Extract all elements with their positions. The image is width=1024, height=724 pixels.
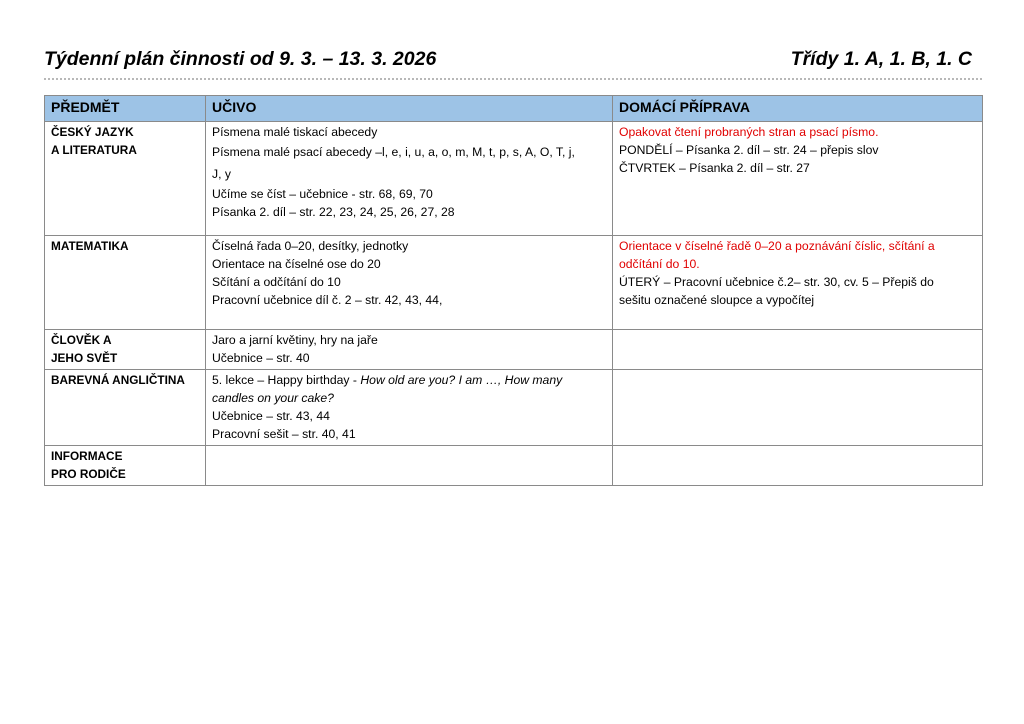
subject-cell-english: BAREVNÁ ANGLIČTINA bbox=[45, 370, 206, 446]
table-row-czech bbox=[45, 122, 983, 236]
curriculum-cell-czech: Písmena malé tiskací abecedy Písmena malé psací abecedy –l, e, i, u, a, o, m, M, t, p, s, A, O, T, j, J, y Učíme se číst – učebnice - str. 68, 69, 70 Písanka 2. díl – str. 22, 23, 24, 25, 26, 27, 28 bbox=[206, 122, 613, 236]
homework-cell-parents-info bbox=[613, 446, 983, 486]
homework-cell-english bbox=[613, 370, 983, 446]
column-header-homework: DOMÁCÍ PŘÍPRAVA bbox=[613, 96, 983, 122]
weekly-plan-table bbox=[44, 95, 983, 486]
column-header-curriculum: UČIVO bbox=[206, 96, 613, 122]
table-header-row bbox=[45, 96, 983, 122]
homework-cell-world bbox=[613, 330, 983, 370]
subject-cell-world: ČLOVĚK A JEHO SVĚT bbox=[45, 330, 206, 370]
classes-label: Třídy 1. A, 1. B, 1. C bbox=[790, 48, 972, 70]
table-row-english bbox=[45, 370, 983, 446]
curriculum-cell-parents-info bbox=[206, 446, 613, 486]
page-header bbox=[44, 44, 982, 80]
homework-cell-math: Orientace v číselné řadě 0–20 a poznávání číslic, sčítání a odčítání do 10. ÚTERÝ – Pracovní učebnice č.2– str. 30, cv. 5 – Přepiš do sešitu označené sloupce a vypočítej bbox=[613, 236, 983, 330]
column-header-subject: PŘEDMĚT bbox=[45, 96, 206, 122]
table-row-world bbox=[45, 330, 983, 370]
page-title: Týdenní plán činnosti od 9. 3. – 13. 3. 2026 bbox=[44, 48, 437, 70]
subject-cell-czech: ČESKÝ JAZYK A LITERATURA bbox=[45, 122, 206, 236]
curriculum-cell-english: 5. lekce – Happy birthday - How old are you? I am …, How many candles on your cake? Učebnice – str. 43, 44 Pracovní sešit – str. 40, 41 bbox=[206, 370, 613, 446]
homework-cell-czech: Opakovat čtení probraných stran a psací písmo. PONDĚLÍ – Písanka 2. díl – str. 24 – přepis slov ČTVRTEK – Písanka 2. díl – str. 27 bbox=[613, 122, 983, 236]
subject-cell-math: MATEMATIKA bbox=[45, 236, 206, 330]
table-row-math bbox=[45, 236, 983, 330]
table-row-parents-info bbox=[45, 446, 983, 486]
subject-cell-parents-info: INFORMACE PRO RODIČE bbox=[45, 446, 206, 486]
curriculum-cell-world: Jaro a jarní květiny, hry na jaře Učebnice – str. 40 bbox=[206, 330, 613, 370]
curriculum-cell-math: Číselná řada 0–20, desítky, jednotky Orientace na číselné ose do 20 Sčítání a odčítání do 10 Pracovní učebnice díl č. 2 – str. 42, 43, 44, bbox=[206, 236, 613, 330]
